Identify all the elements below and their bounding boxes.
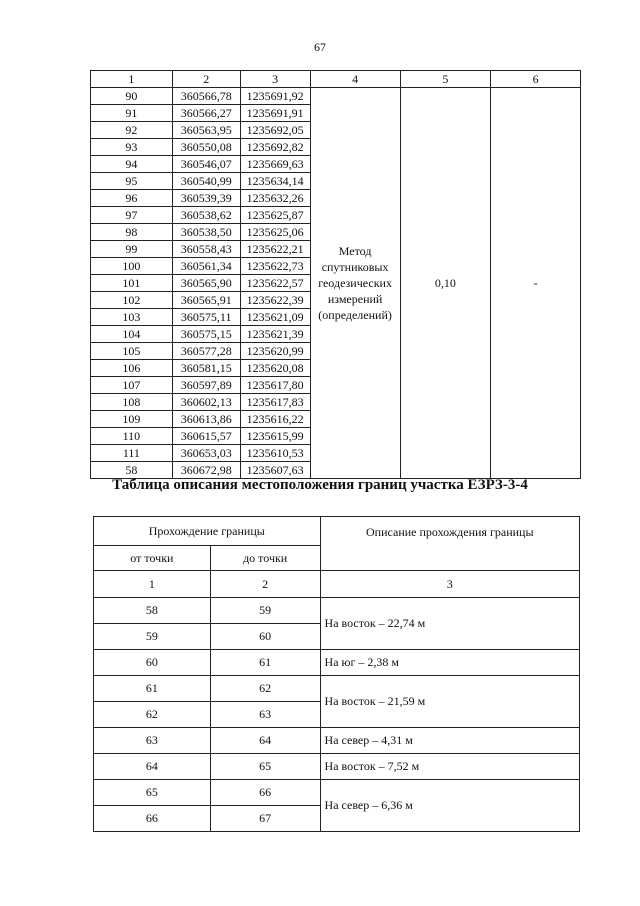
note-value: -	[491, 88, 581, 479]
coordinate-x: 360561,34	[172, 258, 240, 275]
coordinates-table	[90, 70, 581, 479]
point-number: 108	[91, 394, 173, 411]
coordinate-x: 360538,62	[172, 207, 240, 224]
to-point: 59	[210, 598, 320, 624]
point-number: 100	[91, 258, 173, 275]
coordinate-y: 1235621,39	[240, 326, 310, 343]
table-row	[91, 88, 581, 105]
header-passage: Прохождение границы	[94, 517, 321, 546]
point-number: 93	[91, 139, 173, 156]
point-number: 107	[91, 377, 173, 394]
point-number: 97	[91, 207, 173, 224]
from-point: 63	[94, 728, 211, 754]
header-description: Описание прохождения границы	[320, 517, 579, 571]
from-point: 64	[94, 754, 211, 780]
point-number: 92	[91, 122, 173, 139]
column-header: 4	[310, 71, 400, 88]
header-from: от точки	[94, 546, 211, 571]
coordinate-x: 360575,11	[172, 309, 240, 326]
boundary-description: На север – 6,36 м	[320, 780, 579, 832]
from-point: 60	[94, 650, 211, 676]
accuracy-value: 0,10	[400, 88, 491, 479]
coordinate-y: 1235607,63	[240, 462, 310, 479]
coordinate-x: 360653,03	[172, 445, 240, 462]
point-number: 99	[91, 241, 173, 258]
point-number: 91	[91, 105, 173, 122]
coordinate-y: 1235622,21	[240, 241, 310, 258]
column-number: 2	[210, 571, 320, 598]
coordinate-x: 360615,57	[172, 428, 240, 445]
from-point: 59	[94, 624, 211, 650]
coordinate-y: 1235622,73	[240, 258, 310, 275]
coordinate-x: 360672,98	[172, 462, 240, 479]
coordinate-x: 360566,27	[172, 105, 240, 122]
from-point: 58	[94, 598, 211, 624]
coordinates-header-row	[91, 71, 581, 88]
page-number: 67	[314, 40, 326, 54]
from-point: 61	[94, 676, 211, 702]
point-number: 103	[91, 309, 173, 326]
coordinate-y: 1235616,22	[240, 411, 310, 428]
point-number: 90	[91, 88, 173, 105]
coordinate-y: 1235634,14	[240, 173, 310, 190]
boundary-description: На север – 4,31 м	[320, 728, 579, 754]
point-number: 106	[91, 360, 173, 377]
point-number: 95	[91, 173, 173, 190]
coordinate-x: 360563,95	[172, 122, 240, 139]
table-row	[94, 754, 580, 780]
to-point: 61	[210, 650, 320, 676]
table-row	[94, 650, 580, 676]
to-point: 63	[210, 702, 320, 728]
point-number: 94	[91, 156, 173, 173]
coordinate-x: 360538,50	[172, 224, 240, 241]
coordinate-x: 360550,08	[172, 139, 240, 156]
boundary-description: На восток – 21,59 м	[320, 676, 579, 728]
to-point: 64	[210, 728, 320, 754]
column-number: 1	[94, 571, 211, 598]
coordinate-x: 360597,89	[172, 377, 240, 394]
coordinate-y: 1235692,82	[240, 139, 310, 156]
to-point: 67	[210, 806, 320, 832]
column-number: 3	[320, 571, 579, 598]
point-number: 104	[91, 326, 173, 343]
coordinate-y: 1235691,91	[240, 105, 310, 122]
coordinate-y: 1235692,05	[240, 122, 310, 139]
header-to: до точки	[210, 546, 320, 571]
coordinate-y: 1235691,92	[240, 88, 310, 105]
coordinate-x: 360539,39	[172, 190, 240, 207]
coordinate-y: 1235615,99	[240, 428, 310, 445]
coordinate-x: 360602,13	[172, 394, 240, 411]
point-number: 58	[91, 462, 173, 479]
table-row	[94, 676, 580, 702]
coordinate-x: 360577,28	[172, 343, 240, 360]
to-point: 66	[210, 780, 320, 806]
coordinate-y: 1235632,26	[240, 190, 310, 207]
point-number: 96	[91, 190, 173, 207]
column-header: 6	[491, 71, 581, 88]
coordinate-y: 1235625,06	[240, 224, 310, 241]
column-header: 1	[91, 71, 173, 88]
coordinate-x: 360540,99	[172, 173, 240, 190]
coordinate-y: 1235621,09	[240, 309, 310, 326]
coordinate-x: 360581,15	[172, 360, 240, 377]
boundary-number-row	[94, 571, 580, 598]
boundary-header-row	[94, 517, 580, 546]
boundary-description: На юг – 2,38 м	[320, 650, 579, 676]
table-row	[94, 728, 580, 754]
point-number: 101	[91, 275, 173, 292]
coordinate-y: 1235622,57	[240, 275, 310, 292]
coordinate-y: 1235625,87	[240, 207, 310, 224]
table-row	[94, 598, 580, 624]
coordinate-x: 360565,90	[172, 275, 240, 292]
coordinate-y: 1235620,99	[240, 343, 310, 360]
coordinate-y: 1235622,39	[240, 292, 310, 309]
table-row	[94, 780, 580, 806]
from-point: 62	[94, 702, 211, 728]
coordinate-x: 360546,07	[172, 156, 240, 173]
section-title: Таблица описания местоположения границ участка ЕЗРЗ-3-4	[112, 477, 528, 493]
boundary-description: На восток – 22,74 м	[320, 598, 579, 650]
point-number: 109	[91, 411, 173, 428]
point-number: 105	[91, 343, 173, 360]
column-header: 2	[172, 71, 240, 88]
to-point: 60	[210, 624, 320, 650]
measurement-method: Метод спутниковых геодезических измерений (определений)	[310, 88, 400, 479]
coordinate-y: 1235669,63	[240, 156, 310, 173]
coordinate-y: 1235620,08	[240, 360, 310, 377]
point-number: 110	[91, 428, 173, 445]
point-number: 111	[91, 445, 173, 462]
boundary-description-table	[93, 516, 580, 832]
to-point: 65	[210, 754, 320, 780]
coordinate-x: 360558,43	[172, 241, 240, 258]
coordinate-x: 360575,15	[172, 326, 240, 343]
from-point: 65	[94, 780, 211, 806]
coordinate-x: 360565,91	[172, 292, 240, 309]
coordinate-x: 360613,86	[172, 411, 240, 428]
point-number: 98	[91, 224, 173, 241]
from-point: 66	[94, 806, 211, 832]
coordinate-y: 1235617,80	[240, 377, 310, 394]
point-number: 102	[91, 292, 173, 309]
boundary-description: На восток – 7,52 м	[320, 754, 579, 780]
to-point: 62	[210, 676, 320, 702]
coordinate-y: 1235610,53	[240, 445, 310, 462]
coordinate-x: 360566,78	[172, 88, 240, 105]
column-header: 3	[240, 71, 310, 88]
column-header: 5	[400, 71, 491, 88]
coordinate-y: 1235617,83	[240, 394, 310, 411]
